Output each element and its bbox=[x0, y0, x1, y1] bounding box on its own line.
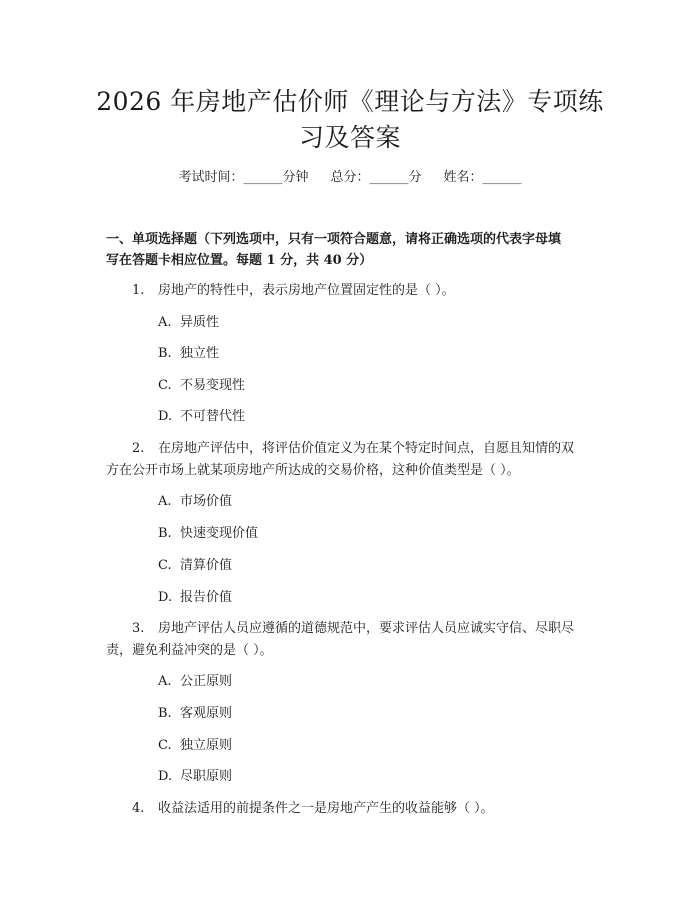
question-1-option-b: B. 独立性 bbox=[158, 346, 220, 361]
exam-info-row bbox=[0, 168, 700, 188]
question-2-text-line-1: 在房地产评估中，将评估价值定义为在某个特定时间点，自愿且知情的双 bbox=[158, 441, 575, 456]
question-4-text: 收益法适用的前提条件之一是房地产产生的收益能够（ ）。 bbox=[158, 801, 494, 816]
question-1-number: 1. bbox=[132, 283, 145, 298]
question-3-number: 3. bbox=[132, 621, 145, 636]
name-blank: ______ bbox=[482, 170, 522, 185]
exam-time-blank: ______ bbox=[243, 170, 283, 185]
question-3-option-b: B. 客观原则 bbox=[158, 706, 233, 721]
question-2-option-b: B. 快速变现价值 bbox=[158, 526, 259, 541]
question-3-option-a: A. 公正原则 bbox=[158, 674, 233, 689]
question-1-text: 房地产的特性中，表示房地产位置固定性的是（ ）。 bbox=[158, 283, 455, 298]
question-2-option-d: D. 报告价值 bbox=[158, 590, 233, 605]
question-2-text-line-2: 方在公开市场上就某项房地产所达成的交易价格，这种价值类型是（ ）。 bbox=[106, 463, 520, 478]
question-1-option-a: A. 异质性 bbox=[158, 315, 220, 330]
total-score-blank: ______ bbox=[369, 170, 409, 185]
question-3-text-line-2: 责，避免利益冲突的是（ ）。 bbox=[106, 643, 273, 658]
question-2-number: 2. bbox=[132, 441, 145, 456]
question-4-number: 4. bbox=[132, 801, 145, 816]
section-heading-line-2: 写在答题卡相应位置。每题 1 分，共 40 分） bbox=[106, 253, 373, 268]
question-2-option-c: C. 清算价值 bbox=[158, 558, 233, 573]
total-score-label: 总分： bbox=[330, 170, 370, 185]
document-title-line-2: 习及答案 bbox=[298, 123, 401, 152]
exam-time-unit: 分钟 bbox=[282, 170, 309, 185]
section-heading-line-1: 一、单项选择题（下列选项中，只有一项符合题意，请将正确选项的代表字母填 bbox=[106, 232, 562, 247]
question-1-option-d: D. 不可替代性 bbox=[158, 409, 246, 424]
question-1-option-c: C. 不易变现性 bbox=[158, 378, 246, 393]
question-3-option-c: C. 独立原则 bbox=[158, 738, 233, 753]
total-score-unit: 分 bbox=[408, 170, 422, 185]
question-3-text-line-1: 房地产评估人员应遵循的道德规范中，要求评估人员应诚实守信、尽职尽 bbox=[158, 621, 575, 636]
exam-time-label: 考试时间： bbox=[178, 170, 244, 185]
name-label: 姓名： bbox=[443, 170, 483, 185]
document-title-line-1: 2026 年房地产估价师《理论与方法》专项练 bbox=[96, 87, 604, 116]
question-3-option-d: D. 尽职原则 bbox=[158, 769, 233, 784]
question-2-option-a: A. 市场价值 bbox=[158, 494, 233, 509]
